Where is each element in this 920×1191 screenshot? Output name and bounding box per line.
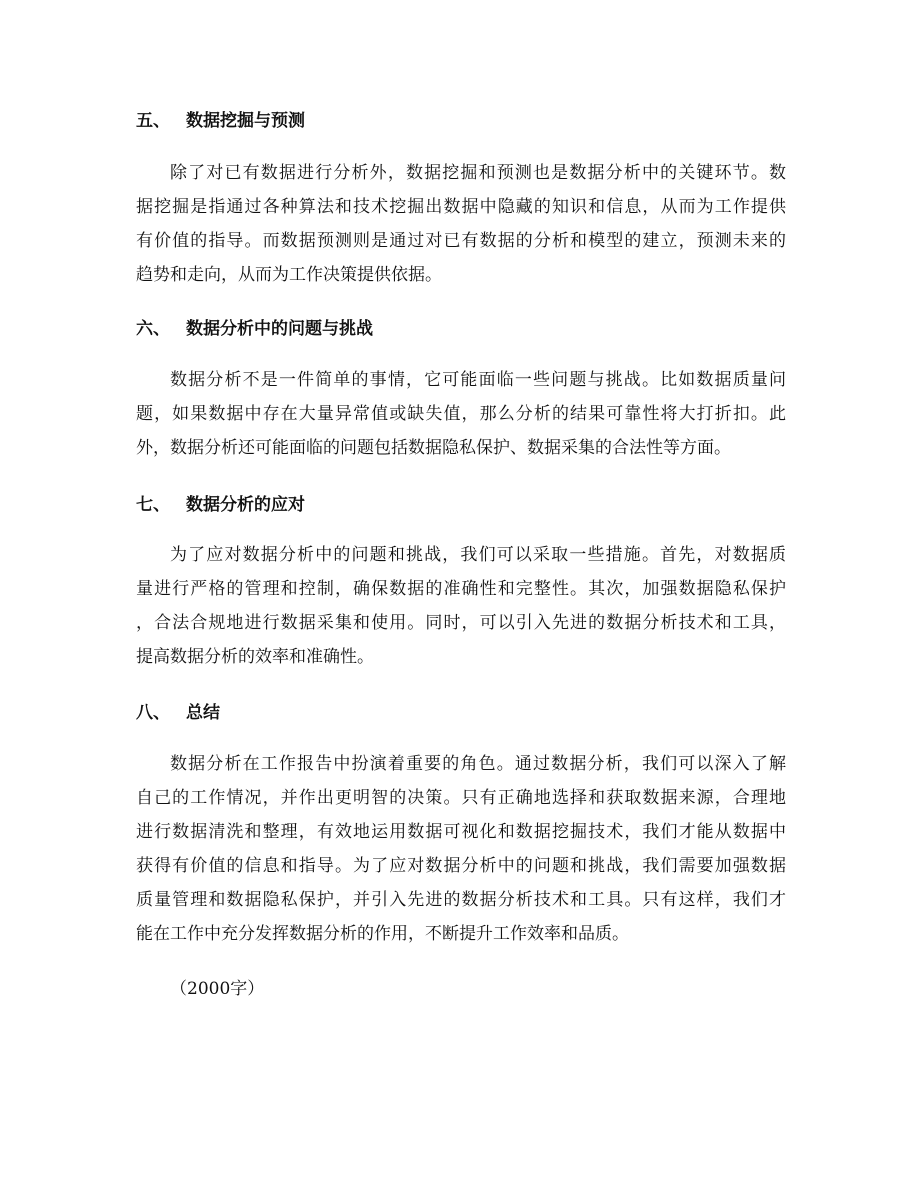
- paragraph-line: ，合法合规地进行数据采集和使用。同时，可以引入先进的数据分析技术和工具，: [136, 613, 786, 633]
- section-heading: [136, 703, 220, 723]
- paragraph-line: 为了应对数据分析中的问题和挑战，我们可以采取一些措施。首先，对数据质: [170, 545, 786, 565]
- section-paragraph: [136, 363, 786, 465]
- section-title: 数据挖掘与预测: [186, 111, 305, 131]
- paragraph-line: 提高数据分析的效率和准确性。: [136, 647, 374, 667]
- section-number: 六、: [136, 319, 170, 339]
- section-title: 数据分析的应对: [186, 495, 305, 515]
- section-number: 五、: [136, 111, 170, 131]
- section-heading: [136, 111, 305, 131]
- section-heading: [136, 495, 305, 515]
- paragraph-line: 进行数据清洗和整理，有效地运用数据可视化和数据挖掘技术，我们才能从数据中: [136, 822, 786, 842]
- paragraph-line: 有价值的指导。而数据预测则是通过对已有数据的分析和模型的建立，预测未来的: [136, 231, 786, 251]
- paragraph-line: 据挖掘是指通过各种算法和技术挖掘出数据中隐藏的知识和信息，从而为工作提供: [136, 197, 786, 217]
- paragraph-line: 能在工作中充分发挥数据分析的作用，不断提升工作效率和品质。: [136, 924, 629, 944]
- paragraph-line: 题，如果数据中存在大量异常值或缺失值，那么分析的结果可靠性将大打折扣。此: [136, 404, 786, 424]
- section-paragraph: [136, 747, 786, 951]
- word-count: （2000字）: [170, 979, 265, 999]
- paragraph-line: 质量管理和数据隐私保护，并引入先进的数据分析技术和工具。只有这样，我们才: [136, 890, 786, 910]
- section-paragraph: [136, 156, 786, 292]
- paragraph-line: 数据分析在工作报告中扮演着重要的角色。通过数据分析，我们可以深入了解: [170, 754, 786, 774]
- paragraph-line: 量进行严格的管理和控制，确保数据的准确性和完整性。其次，加强数据隐私保护: [136, 579, 786, 599]
- paragraph-line: 获得有价值的信息和指导。为了应对数据分析中的问题和挑战，我们需要加强数据: [136, 856, 786, 876]
- section-title: 数据分析中的问题与挑战: [186, 319, 373, 339]
- paragraph-line: 自己的工作情况，并作出更明智的决策。只有正确地选择和获取数据来源，合理地: [136, 788, 786, 808]
- section-number: 七、: [136, 495, 170, 515]
- section-heading: [136, 319, 373, 339]
- paragraph-line: 趋势和走向，从而为工作决策提供依据。: [136, 265, 442, 285]
- paragraph-line: 除了对已有数据进行分析外，数据挖掘和预测也是数据分析中的关键环节。数: [170, 163, 786, 183]
- section-title: 总结: [186, 703, 220, 723]
- paragraph-line: 外，数据分析还可能面临的问题包括数据隐私保护、数据采集的合法性等方面。: [136, 438, 731, 458]
- section-paragraph: [136, 538, 786, 674]
- paragraph-line: 数据分析不是一件简单的事情，它可能面临一些问题与挑战。比如数据质量问: [170, 370, 786, 390]
- section-number: 八、: [136, 703, 170, 723]
